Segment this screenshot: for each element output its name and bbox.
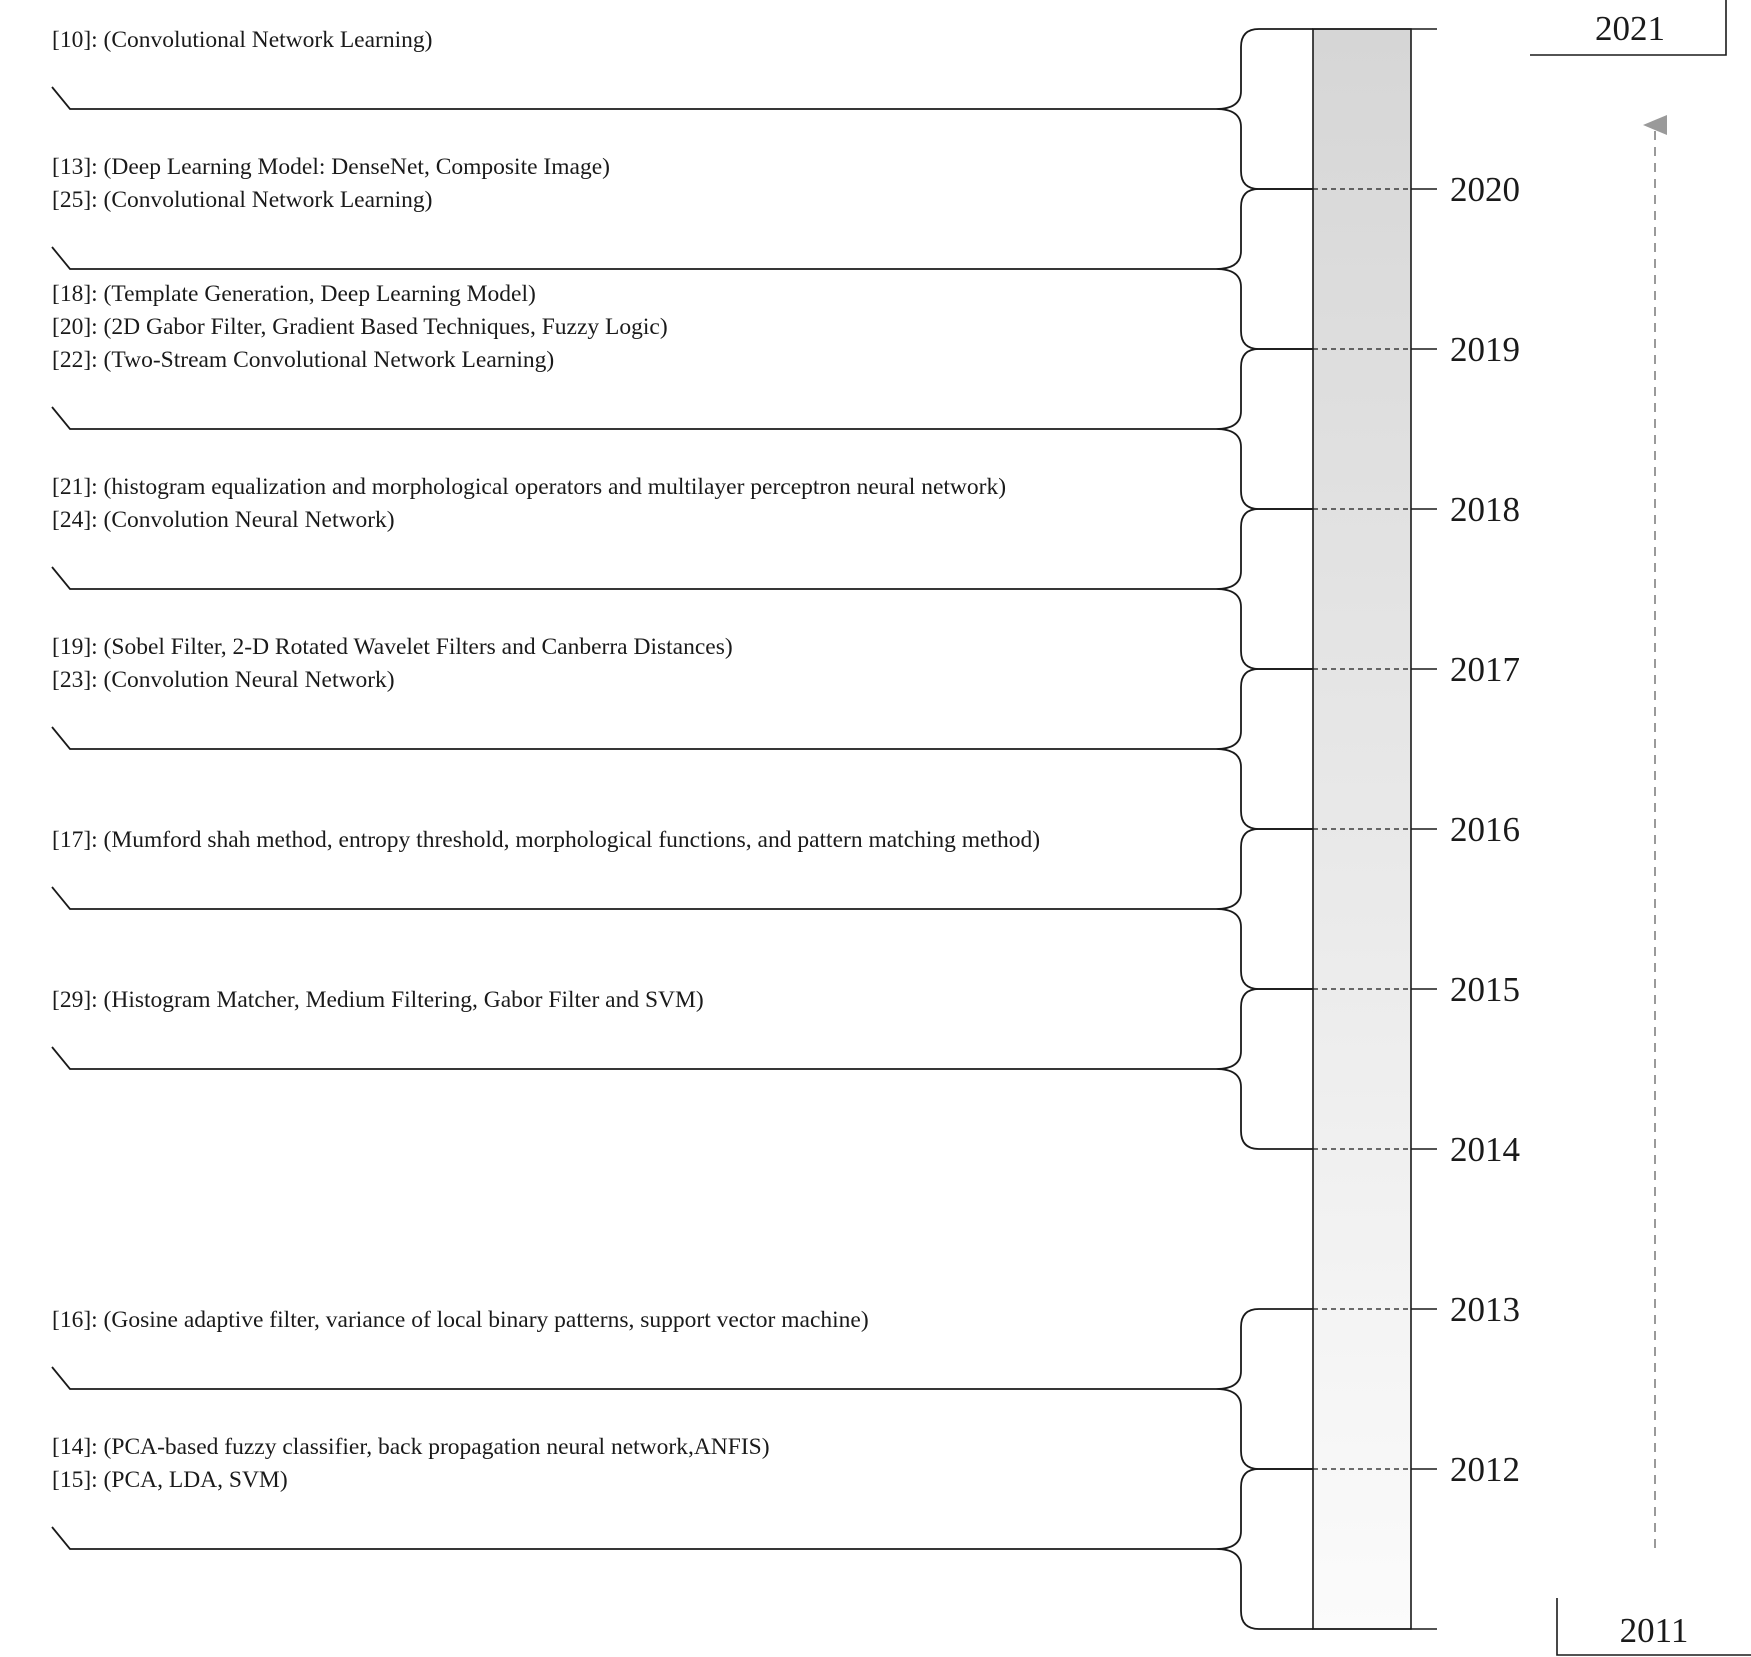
entry-group bbox=[52, 987, 1313, 1149]
group-brace bbox=[1216, 829, 1313, 989]
year-tick-label: 2017 bbox=[1450, 650, 1520, 689]
year-tick-label: 2016 bbox=[1450, 810, 1520, 849]
entry-text-line: [25]: (Convolutional Network Learning) bbox=[52, 187, 433, 213]
entry-text-line: [17]: (Mumford shah method, entropy threshold, morphological functions, and pattern matching method) bbox=[52, 827, 1041, 853]
year-tick-label: 2014 bbox=[1450, 1130, 1520, 1169]
entry-text-line: [15]: (PCA, LDA, SVM) bbox=[52, 1467, 288, 1493]
group-brace bbox=[1216, 189, 1313, 349]
start-year-box bbox=[1557, 1598, 1751, 1655]
entry-text-line: [10]: (Convolutional Network Learning) bbox=[52, 27, 433, 53]
group-underline bbox=[52, 727, 1216, 749]
group-underline bbox=[52, 887, 1216, 909]
entry-text-line: [23]: (Convolution Neural Network) bbox=[52, 667, 395, 693]
entry-text-line: [14]: (PCA-based fuzzy classifier, back propagation neural network,ANFIS) bbox=[52, 1434, 770, 1460]
group-underline bbox=[52, 567, 1216, 589]
end-year-box bbox=[1530, 0, 1726, 55]
entry-group bbox=[52, 827, 1313, 989]
year-tick-label: 2015 bbox=[1450, 970, 1520, 1009]
group-underline bbox=[52, 1047, 1216, 1069]
group-underline bbox=[52, 1527, 1216, 1549]
entry-text-line: [29]: (Histogram Matcher, Medium Filtering, Gabor Filter and SVM) bbox=[52, 987, 704, 1013]
entry-text-line: [21]: (histogram equalization and morphological operators and multilayer perceptron neural network) bbox=[52, 474, 1007, 500]
group-brace bbox=[1216, 509, 1313, 669]
year-tick-label: 2012 bbox=[1450, 1450, 1520, 1489]
group-brace bbox=[1216, 1469, 1313, 1629]
group-underline bbox=[52, 1367, 1216, 1389]
entry-text-line: [16]: (Gosine adaptive filter, variance of local binary patterns, support vector machine) bbox=[52, 1307, 869, 1333]
entry-group bbox=[52, 634, 1313, 829]
year-tick-label: 2019 bbox=[1450, 330, 1520, 369]
entry-text-line: [13]: (Deep Learning Model: DenseNet, Composite Image) bbox=[52, 154, 610, 180]
year-tick-label: 2018 bbox=[1450, 490, 1520, 529]
group-brace bbox=[1216, 29, 1313, 189]
entry-text-line: [22]: (Two-Stream Convolutional Network Learning) bbox=[52, 347, 555, 373]
entry-group bbox=[52, 1434, 1313, 1629]
entry-groups bbox=[52, 27, 1313, 1629]
group-brace bbox=[1216, 349, 1313, 509]
group-brace bbox=[1216, 669, 1313, 829]
entry-text-line: [19]: (Sobel Filter, 2-D Rotated Wavelet Filters and Canberra Distances) bbox=[52, 634, 733, 660]
group-underline bbox=[52, 247, 1216, 269]
group-brace bbox=[1216, 989, 1313, 1149]
year-tick-label: 2020 bbox=[1450, 170, 1520, 209]
entry-text-line: [18]: (Template Generation, Deep Learning Model) bbox=[52, 281, 536, 307]
group-brace bbox=[1216, 1309, 1313, 1469]
entry-text-line: [24]: (Convolution Neural Network) bbox=[52, 507, 395, 533]
group-underline bbox=[52, 87, 1216, 109]
start-year-label: 2011 bbox=[1619, 1611, 1689, 1650]
entry-text-line: [20]: (2D Gabor Filter, Gradient Based Techniques, Fuzzy Logic) bbox=[52, 314, 668, 340]
group-underline bbox=[52, 407, 1216, 429]
end-year-label: 2021 bbox=[1595, 9, 1665, 48]
year-tick-label: 2013 bbox=[1450, 1290, 1520, 1329]
